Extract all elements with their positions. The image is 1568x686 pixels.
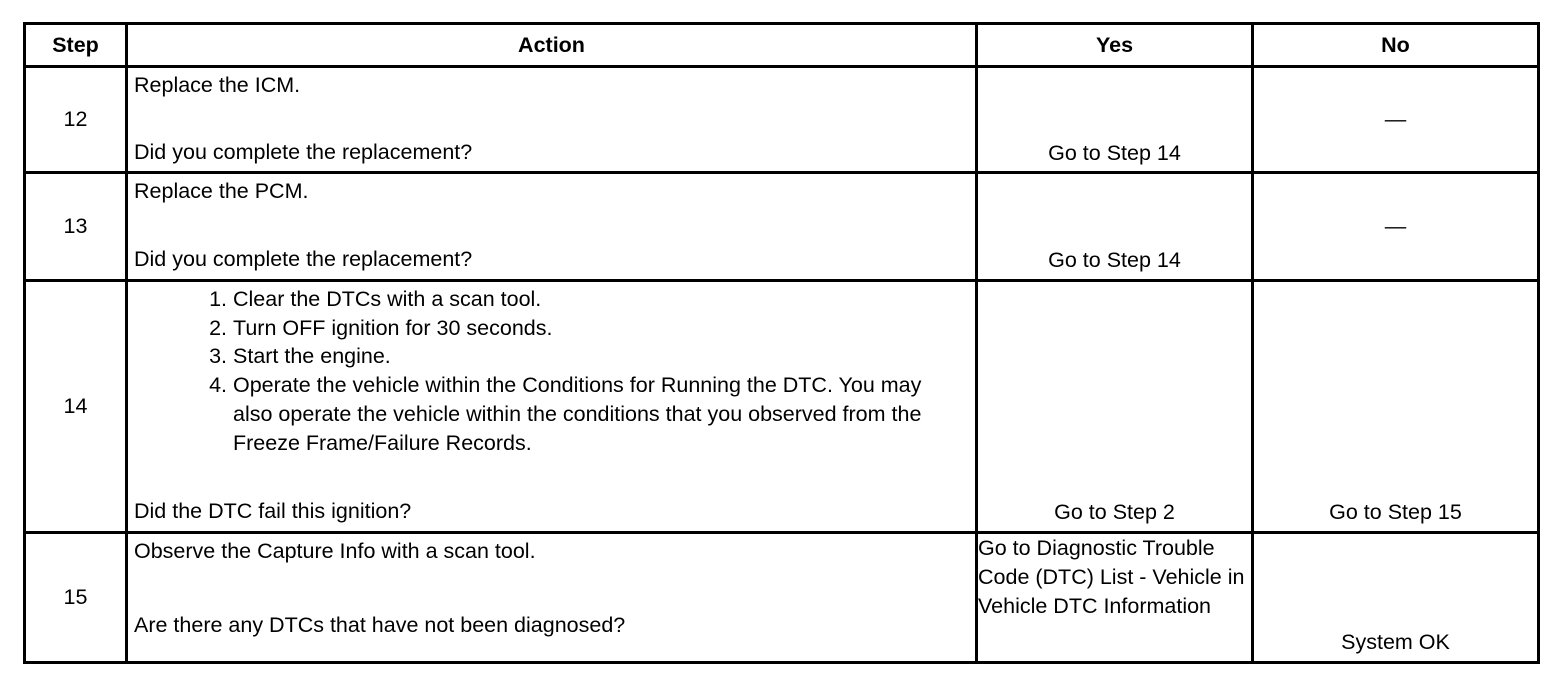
table-row (25, 67, 1539, 173)
yes-result: Go to Step 14 (1048, 140, 1181, 165)
table-row (25, 173, 1539, 280)
action-question: Did the DTC fail this ignition? (134, 499, 412, 524)
list-item-number: 3. (209, 344, 227, 369)
list-item-text: Start the engine. (233, 344, 391, 369)
yes-cell (977, 280, 1253, 532)
action-instruction: Replace the PCM. (134, 179, 309, 204)
no-result: System OK (1341, 630, 1450, 655)
step-number: 13 (25, 173, 127, 280)
table-row (25, 533, 1539, 663)
diagnostic-table (23, 22, 1540, 664)
no-result: Go to Step 15 (1329, 500, 1462, 525)
action-steps-list (134, 285, 969, 458)
step-number: 14 (25, 280, 127, 532)
yes-cell (977, 173, 1253, 280)
action-question: Are there any DTCs that have not been diagnosed? (134, 613, 626, 638)
list-item-number: 2. (209, 315, 227, 340)
action-cell (127, 280, 977, 532)
header-row (25, 24, 1539, 67)
step-number: 15 (25, 533, 127, 663)
list-item-number: 1. (209, 286, 227, 311)
action-cell (127, 67, 977, 173)
no-result: — (1253, 67, 1539, 173)
no-cell (1253, 280, 1539, 532)
step-number: 12 (25, 67, 127, 173)
action-instruction: Replace the ICM. (134, 73, 301, 97)
action-cell (127, 533, 977, 663)
list-item (134, 314, 969, 343)
no-result: — (1253, 173, 1539, 280)
header-action: Action (127, 24, 977, 67)
no-cell (1253, 533, 1539, 663)
list-item (134, 285, 969, 314)
action-question: Did you complete the replacement? (134, 139, 473, 164)
yes-result: Go to Diagnostic Trouble Code (DTC) List - Vehicle in Vehicle DTC Information (977, 533, 1253, 663)
table-row (25, 280, 1539, 532)
yes-result: Go to Step 2 (1054, 500, 1175, 525)
list-item-text: Turn OFF ignition for 30 seconds. (233, 315, 553, 340)
header-step: Step (25, 24, 127, 67)
yes-result: Go to Step 14 (1048, 248, 1181, 273)
header-no: No (1253, 24, 1539, 67)
list-item-number: 4. (209, 373, 227, 398)
action-cell (127, 173, 977, 280)
action-question: Did you complete the replacement? (134, 247, 473, 272)
list-item-text: Clear the DTCs with a scan tool. (233, 286, 542, 311)
list-item (134, 371, 969, 457)
list-item-text: Operate the vehicle within the Conditions for Running the DTC. You may also operate the vehicle within the conditions that you observed from the Freeze Frame/Failure Records. (233, 373, 922, 455)
action-instruction: Observe the Capture Info with a scan tool. (134, 539, 536, 564)
header-yes: Yes (977, 24, 1253, 67)
yes-cell (977, 67, 1253, 173)
list-item (134, 342, 969, 371)
